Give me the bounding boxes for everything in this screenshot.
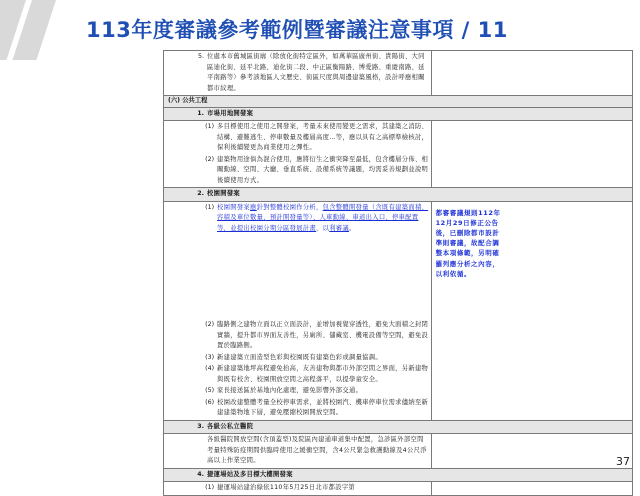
list-item: (2) 臨路側之建物立面以正立面設計，並增加視覺穿透性，避免大面積之封閉實牆，提升都市界面友善性，另廁所、儲藏室、機電設備等空間，避免設置於臨路側。 (205, 321, 429, 349)
hospital-text: 各級醫院開放空間(含頂蓋型)及院區內建通車道集中配置，急診區外部空間考量特殊防疫期間供臨時使用之緩衝空間，含4公尺緊急救護動線及4公尺淨高以上作業空間。 (207, 436, 427, 464)
list-item: (1) 捷運場站建治綠依110年5月25日北市都設字第 (205, 484, 356, 491)
review-table (163, 50, 633, 496)
list-item: (3) 新建建築立面造型色彩與校園既有建築色彩或調量協調。 (205, 353, 382, 361)
subsection-heading-hospital: 3. 各級公私立醫院 (188, 420, 632, 434)
note-cell (431, 201, 632, 420)
market-items (188, 121, 431, 188)
list-item: (6) 校園改建整體考量全校停車需求，並將校園汽、機車停車位需求儘納至新建建築物地下層，避免壓縮校園開放空間。 (205, 398, 429, 416)
list-item: (4) 新建建築地坪高程避免抬高，友善建物與都市外部空間之界面，另新建物與既有校舍、校園開放空間之高程落平，以提學童安全。 (205, 365, 429, 383)
list-item: (1) 校園開發案應針對整體校園作分析，包含整體開發量（含既有建築面積、容積及車位數量、預計開發量等）、人車動線、車道出入口、停車配置等，並提出校園分期分區發展計畫，以利審議。 (190, 203, 429, 235)
list-item: (5) 家長接送區於基地內化處理，避免影響外部交通。 (205, 387, 363, 394)
row-item5: 5. 位處本市舊城區街廓（除放化街特定區外，如萬華區廣州街、貴陽街、大同區迪化街、延平北路、迪化街二段、中正區衡陽路、博愛路、重慶南路、延平南路等）參考該地區人文歷史、街區尺度與周邊建築風格，設計呼應相關都市紋理。 (188, 51, 431, 96)
slide-accent-decoration (0, 0, 70, 60)
item5-text: 位處本市舊城區街廓（除放化街特定區外，如萬華區廣州街、貴陽街、大同區迪化街、延平北路、迪化街二段、中正區衡陽路、博愛路、重慶南路、延平南路等）參考該地區人文歷史、街區尺度與周邊建築風格，設計呼應相關都市紋理。 (207, 53, 425, 92)
hospital-text-cell (188, 434, 431, 469)
page-number: 37 (616, 455, 630, 468)
mrt-items (188, 482, 431, 496)
list-item: (1) 多目標使用之使用之開發案，考量未來使用變更之需求，其建築之消防、結構、避難逃生、停車數量及樓層高度…等，應以具有之高標準檢核討，保利後續變更為商業使用之彈性。 (205, 123, 429, 151)
slide-title: 113年度審議參考範例暨審議注意事項 / 11 (86, 18, 508, 42)
campus-item1-text: 校園開發案應針對整體校園作分析，包含整體開發量（含既有建築面積、容積及車位數量、預計開發量等）、人車動線、車道出入口、停車配置等，並提出校園分期分區發展計畫，以利審議。 (217, 203, 429, 232)
subsection-heading-market: 1. 市場用地開發案 (188, 107, 632, 121)
document-excerpt (163, 50, 634, 491)
subsection-heading-mrt: 4. 捷運場站及多目標大樓開發案 (188, 468, 632, 482)
section-heading: (六) 公共工程 (164, 96, 633, 108)
campus-items (188, 201, 431, 420)
subsection-heading-campus: 2. 校園開發案 (188, 188, 632, 202)
list-item: (2) 建築物用途倘為混合使用，應將衍生之衝突降至最低，包含樓層分佈、相關動線、空間、大廳、垂直系統、設備系統等議題，均需妥善規劃並說明後續使用方式。 (205, 155, 429, 184)
revision-note: 都審審議規則112年12月29日修正公告後，已刪除都市設計準則審議，故配合調整本項條範，另明確羅列應分析之內容，以利依循。 (435, 208, 501, 278)
